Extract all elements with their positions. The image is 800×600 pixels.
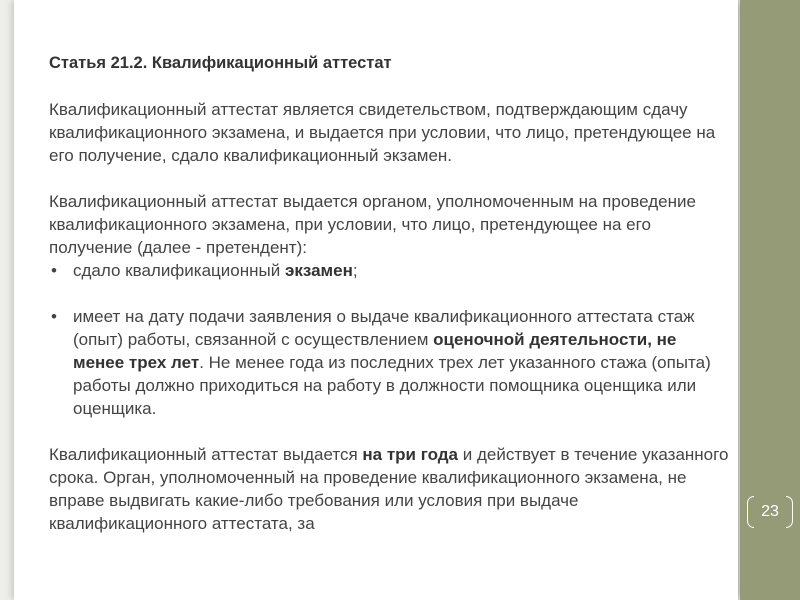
paragraph-certificate-definition: Квалификационный аттестат является свидетельством, подтверждающим сдачу квалификационного экзамена, и выдается при условии, что лицо, претендующее на его получение, сдало квалификационный экзамен. (49, 100, 716, 165)
bullet2-tail: . Не менее года из последних трех лет указанного стажа (опыта) работы должно приходиться на работу в должности помощника оценщика или оценщика. (73, 353, 711, 418)
para3-text: Квалификационный аттестат выдается (49, 445, 363, 464)
article-heading: Статья 21.2. Квалификационный аттестат (49, 54, 392, 72)
paragraph-certificate-validity (49, 443, 729, 535)
bullet1-text: сдало квалификационный (73, 261, 285, 280)
paragraph-certificate-issuance: Квалификационный аттестат выдается органом, уполномоченным на проведение квалификационного экзамена, при условии, что лицо, претендующее на его получение (далее - претендент): (49, 192, 696, 257)
bracket-right-icon (786, 496, 793, 528)
bullet-icon: • (51, 261, 57, 280)
page-number-badge (744, 490, 796, 534)
bracket-left-icon (747, 496, 754, 528)
bullet1-tail: ; (352, 261, 358, 280)
bullet2-bold: оценочной деятельности, не менее трех лет (73, 330, 677, 372)
conditions-list (49, 259, 729, 420)
bullet2-text: имеет на дату подачи заявления о выдаче квалификационного аттестата стаж (опыт) работы, связанной с осуществлением (73, 307, 695, 349)
bullet1-bold: экзамен (284, 261, 353, 280)
para3-tail: и действует в течение указанного срока. Орган, уполномоченный на проведение квалификационного экзамена, не вправе выдвигать какие-либо требования или условия при выдаче квалификационного аттестата, за (49, 445, 729, 533)
bullet-icon: • (51, 307, 57, 326)
para3-bold: на три года (362, 445, 458, 464)
article-content (49, 52, 729, 558)
list-item (49, 305, 729, 420)
list-item (49, 259, 729, 282)
page-number: 23 (761, 503, 779, 520)
